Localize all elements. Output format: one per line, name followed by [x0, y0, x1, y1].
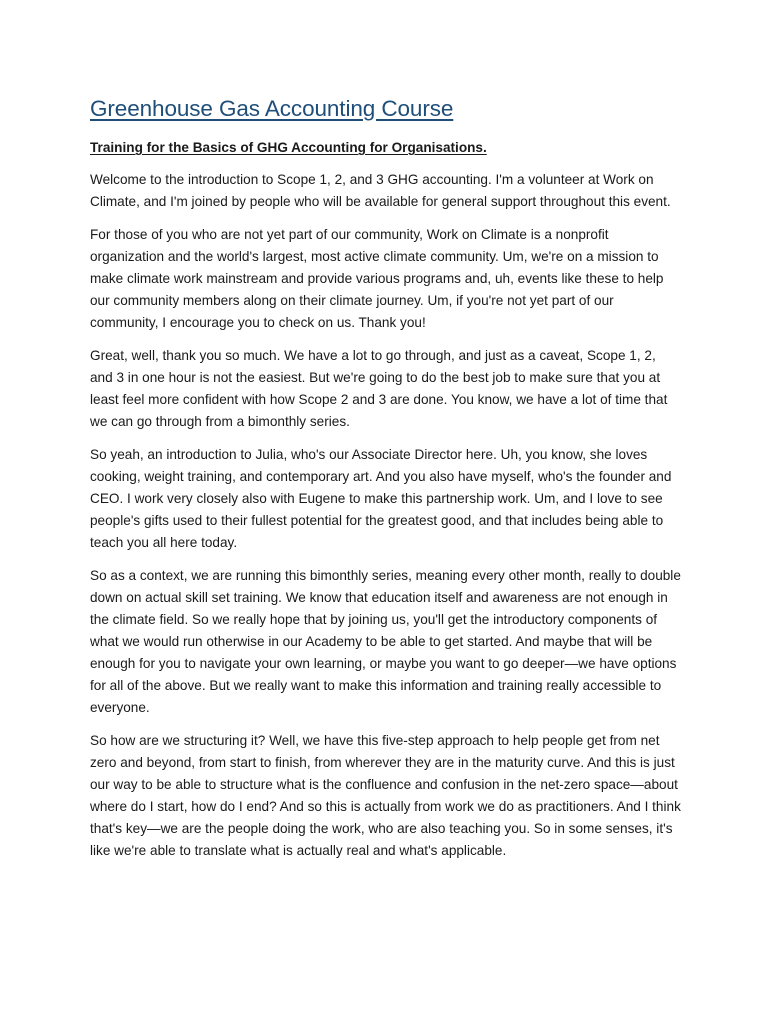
paragraph-introductions: So yeah, an introduction to Julia, who's our Associate Director here. Uh, you know, she loves cooking, weight training, and contemporary art. And you also have myself, who's the founder and CEO. I work very closely also with Eugene to make this partnership work. Um, and I love to see people's gifts used to their fullest potential for the greatest good, and that includes being able to teach you all here today. — [90, 447, 672, 550]
paragraph-structure: So how are we structuring it? Well, we have this five-step approach to help people get from net zero and beyond, from start to finish, from wherever they are in the maturity curve. And this is just our way to be able to structure what is the confluence and confusion in the net-zero space—about where do I start, how do I end? And so this is actually from work we do as practitioners. And I think that's key—we are the people doing the work, who are also teaching you. So in some senses, it's like we're able to translate what is actually real and what's applicable. — [90, 733, 681, 858]
document-title: Greenhouse Gas Accounting Course — [90, 96, 454, 121]
paragraph-context: So as a context, we are running this bimonthly series, meaning every other month, really to double down on actual skill set training. We know that education itself and awareness are not enough in the climate field. So we really hope that by joining us, you'll get the introductory components of what we would run otherwise in our Academy to be able to get started. And maybe that will be enough for you to navigate your own learning, or maybe you want to go deeper—we have options for all of the above. But we really want to make this information and training really accessible to everyone. — [90, 568, 681, 715]
paragraph-community: For those of you who are not yet part of our community, Work on Climate is a nonprofit organization and the world's largest, most active climate community. Um, we're on a mission to make climate work mainstream and provide various programs and, uh, events like these to help our community members along on their climate journey. Um, if you're not yet part of our community, I encourage you to check on us. Thank you! — [90, 227, 664, 330]
paragraph-welcome: Welcome to the introduction to Scope 1, 2, and 3 GHG accounting. I'm a volunteer at Work on Climate, and I'm joined by people who will be available for general support throughout this event. — [90, 172, 671, 209]
paragraph-caveat: Great, well, thank you so much. We have a lot to go through, and just as a caveat, Scope 1, 2, and 3 in one hour is not the easiest. But we're going to do the best job to make sure that you at least feel more confident with how Scope 2 and 3 are done. You know, we have a lot of time that we can go through from a bimonthly series. — [90, 348, 668, 429]
document-page — [90, 94, 682, 873]
document-subtitle: Training for the Basics of GHG Accounting for Organisations. — [90, 140, 487, 155]
